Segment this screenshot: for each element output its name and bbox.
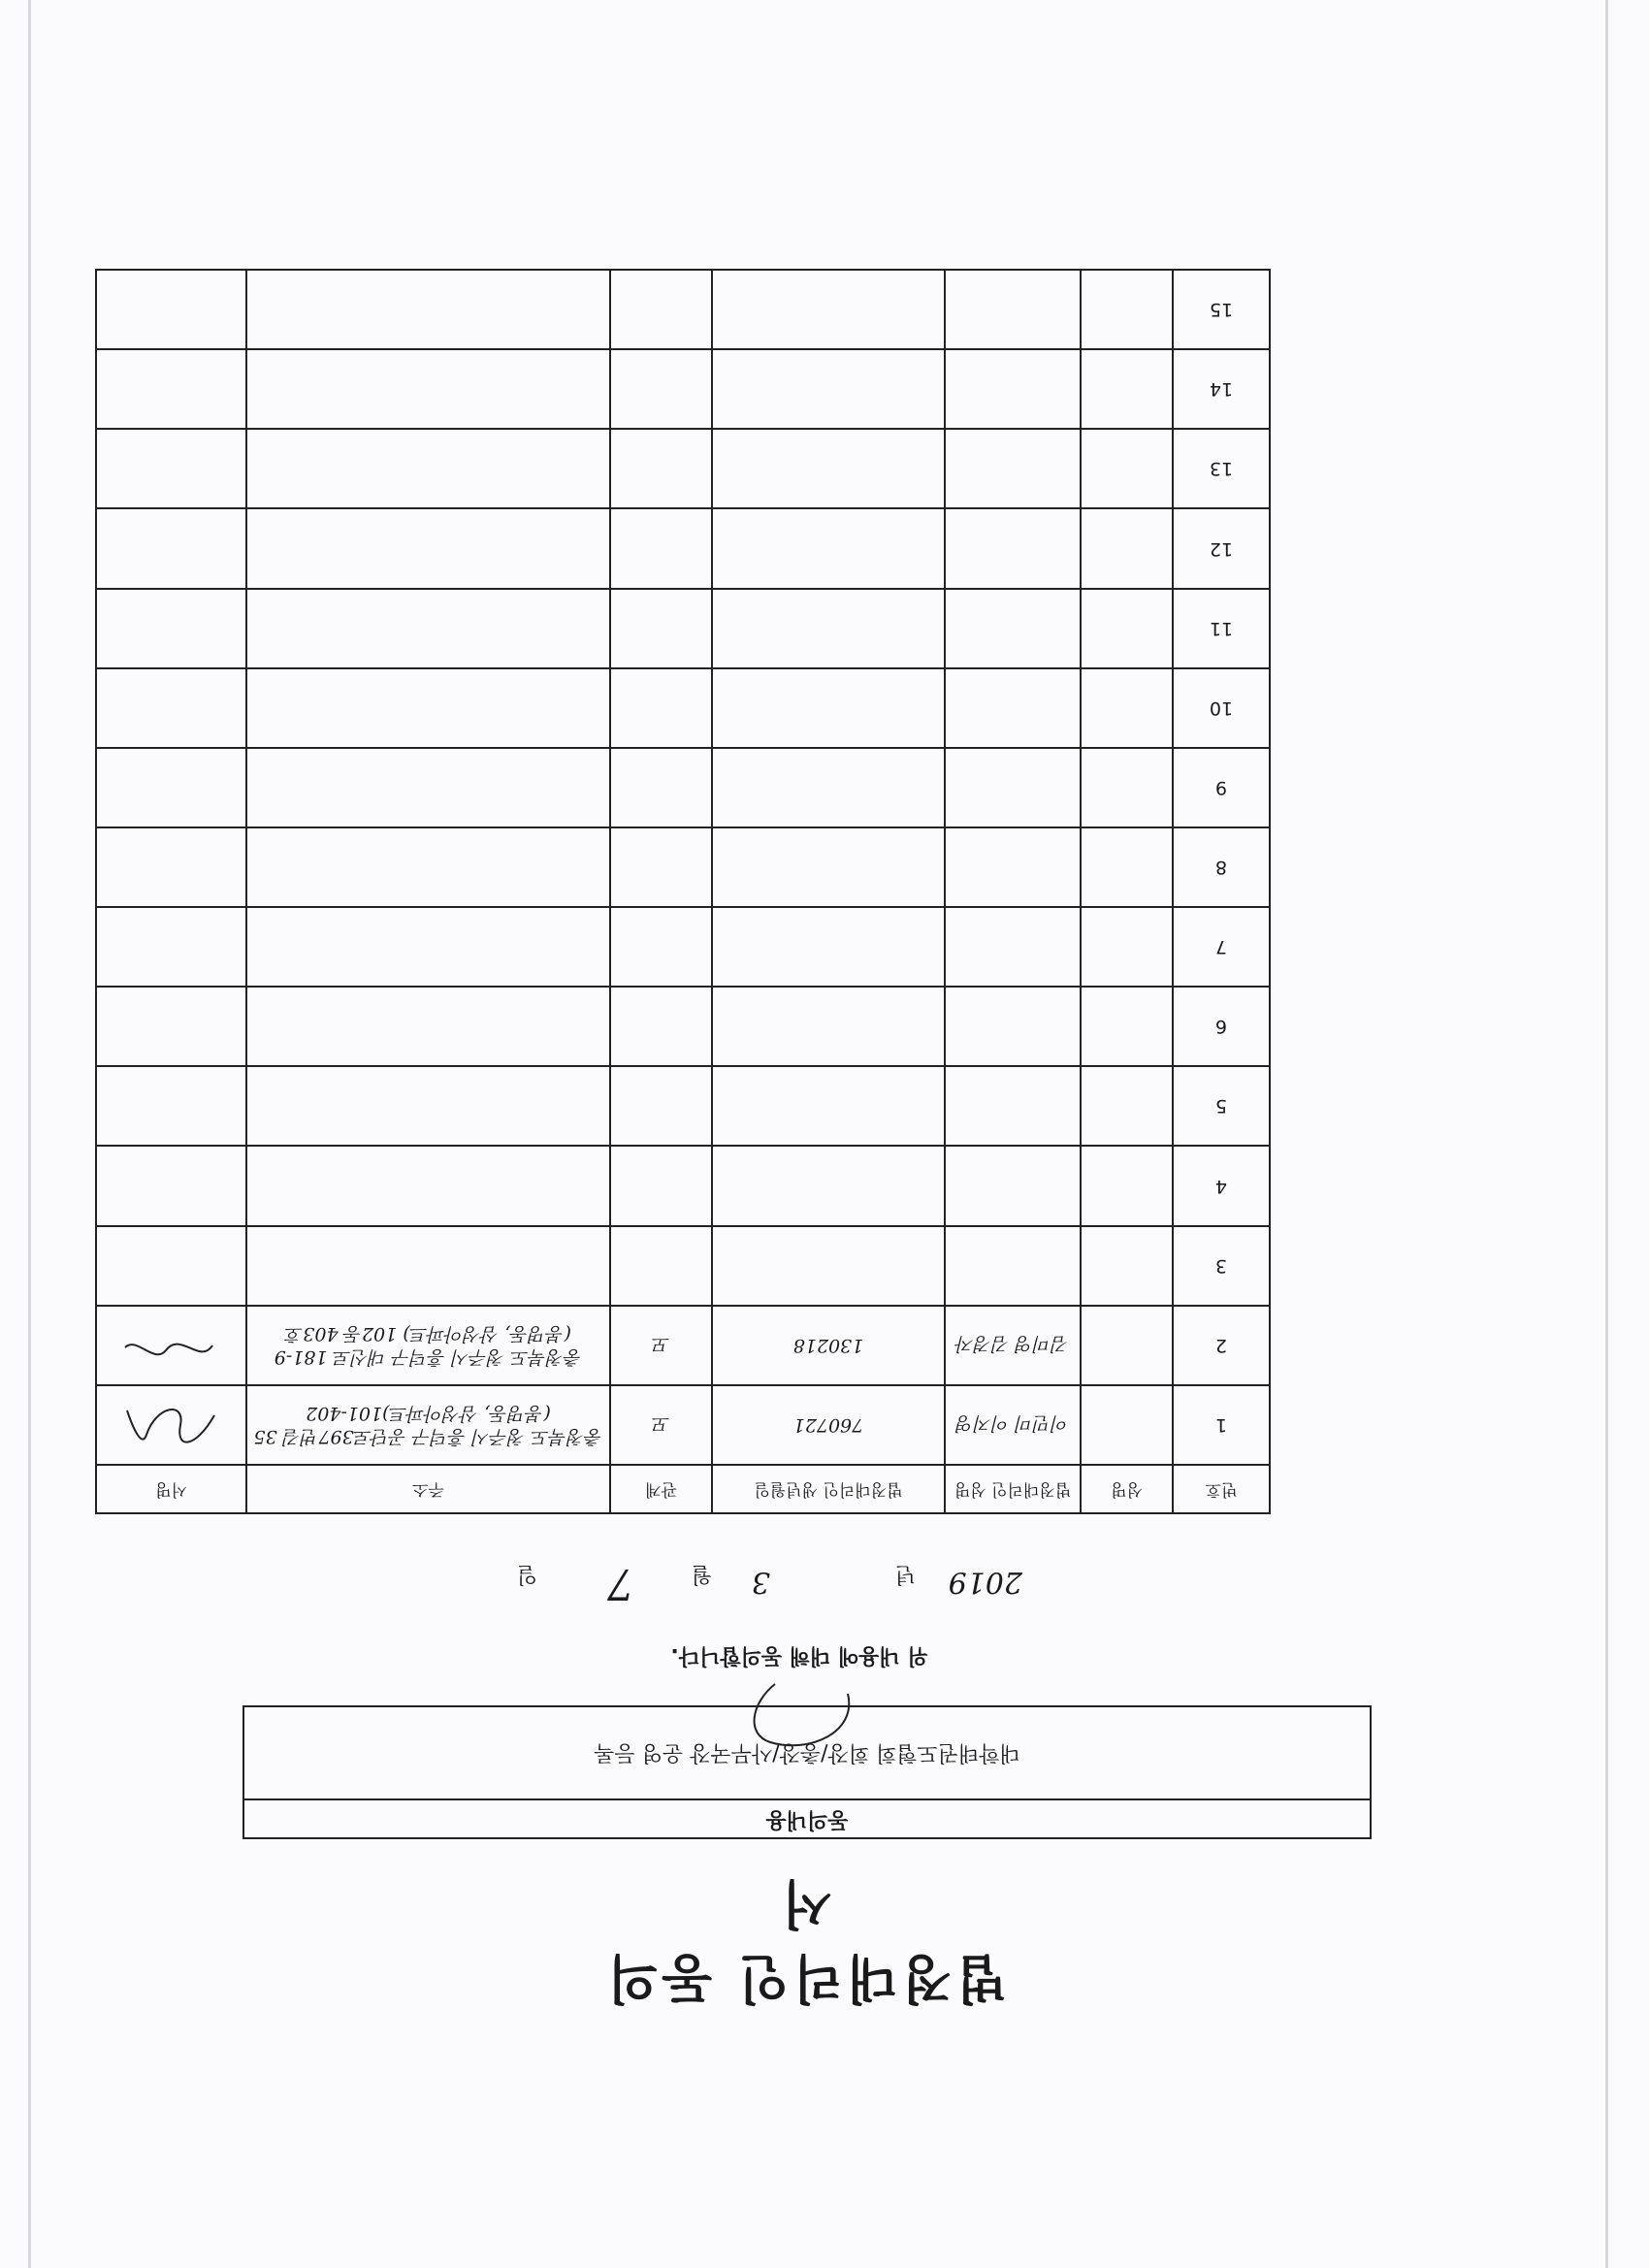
row-relation [610, 827, 712, 907]
row-relation: 모 [610, 1306, 712, 1385]
row-name [1081, 827, 1173, 907]
row-guardian-name [945, 1226, 1081, 1306]
header-address: 주소 [246, 1465, 610, 1513]
header-guardian-birth: 법정대리인 생년월일 [712, 1465, 945, 1513]
header-relation: 관계 [610, 1465, 712, 1513]
row-name [1081, 987, 1173, 1066]
row-address [246, 668, 610, 748]
consent-header: 동의내용 [244, 1798, 1370, 1837]
row-signature [96, 509, 246, 589]
table-row [96, 1306, 1270, 1385]
date-day: 7 [607, 1559, 634, 1608]
row-name [1081, 907, 1173, 987]
row-relation [610, 907, 712, 987]
row-relation [610, 589, 712, 668]
row-number: 14 [1173, 349, 1270, 429]
table-row [96, 1066, 1270, 1146]
row-address [246, 1226, 610, 1306]
row-signature [96, 907, 246, 987]
row-number: 8 [1173, 827, 1270, 907]
row-address [246, 429, 610, 508]
row-signature [96, 1147, 246, 1226]
date-day-suffix: 일 [516, 1562, 537, 1586]
row-signature [96, 748, 246, 827]
table-row [96, 1147, 1270, 1226]
row-address [246, 748, 610, 827]
row-name [1081, 349, 1173, 429]
row-relation [610, 668, 712, 748]
row-number: 3 [1173, 1226, 1270, 1306]
row-address [246, 589, 610, 668]
row-address-line: 충청북도 청주시 흥덕구 공단로397번길 35 [253, 1425, 603, 1447]
consent-body: 대학태권도협회 회장/총장/사무국장 운영 등록 [594, 1740, 1020, 1765]
row-name [1081, 429, 1173, 508]
agreement-statement: 위 내용에 대해 동의합니다. [670, 1643, 928, 1668]
row-address [246, 1306, 610, 1385]
row-relation [610, 429, 712, 508]
row-guardian-name [945, 349, 1081, 429]
table-row [96, 748, 1270, 827]
row-signature [96, 827, 246, 907]
table-row [96, 987, 1270, 1066]
row-guardian-birth [712, 748, 945, 827]
row-relation [610, 1226, 712, 1306]
row-number: 2 [1173, 1306, 1270, 1385]
signature-scribble [118, 1396, 225, 1454]
row-number: 6 [1173, 987, 1270, 1066]
paper-edge-right [28, 0, 31, 2268]
row-guardian-name [945, 589, 1081, 668]
row-signature [96, 1226, 246, 1306]
row-number: 13 [1173, 429, 1270, 508]
row-relation [610, 987, 712, 1066]
row-guardian-name [945, 827, 1081, 907]
row-guardian-birth [712, 987, 945, 1066]
date-month: 3 [751, 1565, 770, 1599]
row-address-line: 충청북도 청주시 흥덕구 대신로 181-9 [274, 1345, 583, 1368]
row-relation: 모 [610, 1385, 712, 1465]
table-row [96, 509, 1270, 589]
row-signature [96, 270, 246, 349]
table-row [96, 1226, 1270, 1306]
row-guardian-birth [712, 270, 945, 349]
table-row [96, 589, 1270, 668]
guardian-table [95, 269, 1271, 1514]
row-address [246, 1147, 610, 1226]
row-relation [610, 748, 712, 827]
row-number: 9 [1173, 748, 1270, 827]
row-number: 7 [1173, 907, 1270, 987]
document-title: 법정대리인 동의서 [603, 1873, 1007, 2009]
row-guardian-name [945, 270, 1081, 349]
row-guardian-birth [712, 1147, 945, 1226]
row-signature [96, 668, 246, 748]
row-relation [610, 509, 712, 589]
row-name [1081, 748, 1173, 827]
row-signature [96, 429, 246, 508]
table-row [96, 907, 1270, 987]
row-guardian-name [945, 907, 1081, 987]
row-name [1081, 589, 1173, 668]
row-address [246, 1066, 610, 1146]
row-guardian-birth [712, 668, 945, 748]
row-name [1081, 1147, 1173, 1226]
row-name [1081, 509, 1173, 589]
row-name [1081, 270, 1173, 349]
row-relation [610, 1066, 712, 1146]
row-guardian-birth [712, 429, 945, 508]
row-guardian-birth: 130218 [712, 1306, 945, 1385]
row-signature [96, 987, 246, 1066]
date-month-suffix: 월 [691, 1562, 712, 1586]
row-address [246, 907, 610, 987]
table-header-row [96, 1465, 1270, 1513]
row-guardian-name [945, 668, 1081, 748]
header-name: 성명 [1081, 1465, 1173, 1513]
row-guardian-birth [712, 349, 945, 429]
date-line [479, 1554, 1061, 1608]
row-number: 11 [1173, 589, 1270, 668]
header-signature: 서명 [96, 1465, 246, 1513]
row-address-line: (봉명동, 삼성아파트)101-402 [306, 1402, 551, 1424]
row-guardian-name [945, 1066, 1081, 1146]
row-name [1081, 1306, 1173, 1385]
row-address [246, 270, 610, 349]
row-guardian-birth [712, 827, 945, 907]
row-name [1081, 1066, 1173, 1146]
row-signature [96, 1306, 246, 1385]
row-guardian-birth [712, 1066, 945, 1146]
row-number: 5 [1173, 1066, 1270, 1146]
table-row [96, 270, 1270, 349]
date-year-suffix: 년 [894, 1562, 916, 1586]
row-signature [96, 349, 246, 429]
row-name [1081, 1226, 1173, 1306]
row-guardian-name [945, 1147, 1081, 1226]
row-guardian-birth [712, 907, 945, 987]
row-number: 1 [1173, 1385, 1270, 1465]
row-number: 12 [1173, 509, 1270, 589]
row-name [1081, 668, 1173, 748]
row-guardian-birth [712, 509, 945, 589]
row-guardian-name: 이민미 이지영 [945, 1385, 1081, 1465]
row-address [246, 987, 610, 1066]
row-guardian-name: 김미영 김경자 [945, 1306, 1081, 1385]
row-guardian-name [945, 509, 1081, 589]
row-guardian-birth [712, 589, 945, 668]
row-guardian-birth [712, 1226, 945, 1306]
row-address [246, 827, 610, 907]
row-address-line: (봉명동, 삼성아파트) 102동 403호 [284, 1322, 572, 1345]
row-guardian-name [945, 429, 1081, 508]
row-relation [610, 270, 712, 349]
row-address [246, 509, 610, 589]
table-row [96, 1385, 1270, 1465]
row-guardian-birth: 760721 [712, 1385, 945, 1465]
table-row [96, 668, 1270, 748]
paper-edge-left [1605, 0, 1608, 2268]
table-row [96, 349, 1270, 429]
table-row [96, 827, 1270, 907]
row-guardian-name [945, 987, 1081, 1066]
row-address [246, 1385, 610, 1465]
header-guardian-name: 법정대리인 성명 [945, 1465, 1081, 1513]
row-guardian-name [945, 748, 1081, 827]
header-number: 번호 [1173, 1465, 1270, 1513]
signature-scribble [118, 1316, 225, 1375]
table-row [96, 429, 1270, 508]
row-signature [96, 589, 246, 668]
row-address [246, 349, 610, 429]
row-relation [610, 1147, 712, 1226]
row-number: 4 [1173, 1147, 1270, 1226]
row-number: 15 [1173, 270, 1270, 349]
row-signature [96, 1385, 246, 1465]
row-relation [610, 349, 712, 429]
date-year: 2019 [948, 1565, 1022, 1599]
row-number: 10 [1173, 668, 1270, 748]
row-signature [96, 1066, 246, 1146]
row-name [1081, 1385, 1173, 1465]
